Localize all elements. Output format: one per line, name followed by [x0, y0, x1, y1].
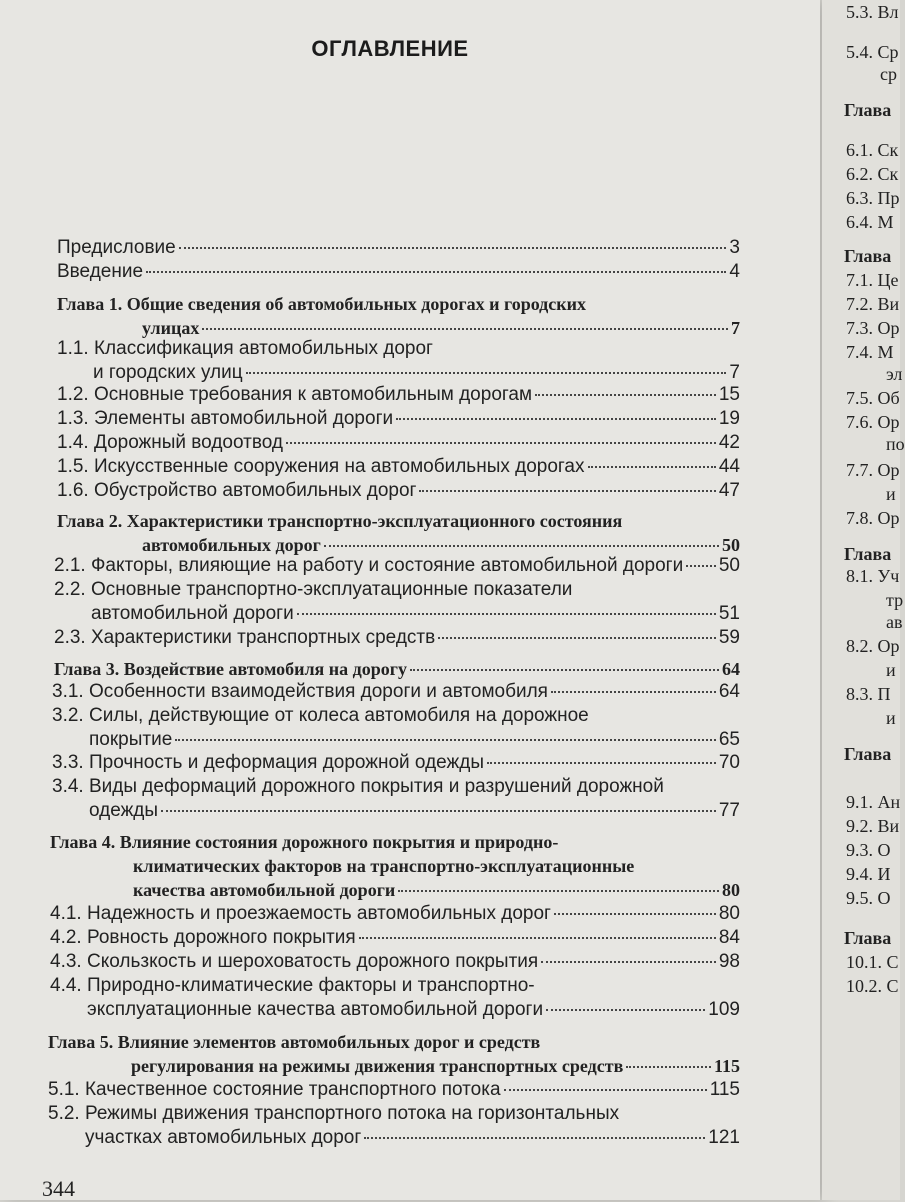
toc-entry-1-3: 1.3. Элементы автомобильной дороги 19 [57, 408, 740, 429]
right-line: 8.3. П [846, 684, 891, 704]
right-line: 8.2. Ор [846, 636, 900, 656]
entry-page: 4 [729, 261, 740, 282]
toc-entry-3-1: 3.1. Особенности взаимодействия дороги и автомобиля 64 [52, 681, 740, 702]
chapter-4-heading-end: качества автомобильной дороги 80 [133, 880, 740, 900]
entry-text: Введение [57, 261, 144, 282]
right-line: и [886, 708, 896, 728]
toc-entry-1-5: 1.5. Искусственные сооружения на автомобильных дорогах 44 [57, 456, 740, 477]
toc-entry-preface [57, 236, 740, 260]
right-line: 6.4. М [846, 212, 894, 232]
toc-entry-5-1: 5.1. Качественное состояние транспортного потока 115 [48, 1079, 740, 1100]
toc-entry-3-4: 3.4. Виды деформаций дорожного покрытия и разрушений дорожной [52, 776, 664, 797]
right-line: ав [886, 612, 903, 632]
right-line: Глава [844, 100, 892, 120]
chapter-2-heading-end: автомобильных дорог 50 [142, 535, 740, 555]
toc-entry-1-1-end: и городских улиц 7 [93, 362, 740, 383]
entry-page: 3 [729, 237, 740, 258]
page-number: 344 [42, 1176, 75, 1201]
entry-text: Предисловие [57, 237, 176, 258]
right-line: 7.5. Об [846, 388, 900, 408]
right-line: Глава [844, 246, 892, 266]
right-line: 10.1. С [846, 952, 899, 972]
right-page [822, 0, 905, 1200]
right-line: 7.2. Ви [846, 294, 900, 314]
toc-entry-5-2-end: участках автомобильных дорог 121 [85, 1127, 740, 1148]
right-line: тр [886, 590, 904, 610]
chapter-1-heading: Глава 1. Общие сведения об автомобильных дорогах и городских [57, 294, 587, 314]
right-line: 7.8. Ор [846, 508, 900, 528]
right-line: 7.3. Ор [846, 318, 900, 338]
right-line: ср [880, 64, 897, 84]
toc-entry-1-2: 1.2. Основные требования к автомобильным дорогам 15 [57, 384, 740, 405]
toc-entry-4-2: 4.2. Ровность дорожного покрытия 84 [50, 927, 740, 948]
toc-entry-introduction [57, 260, 740, 284]
right-line: 10.2. С [846, 976, 899, 996]
right-line: 6.3. Пр [846, 188, 900, 208]
chapter-1-heading-end: улицах 7 [142, 318, 740, 338]
toc-entry-4-1: 4.1. Надежность и проезжаемость автомобильных дорог 80 [50, 903, 740, 924]
right-line: 5.4. Ср [846, 42, 899, 62]
toc-entry-1-6: 1.6. Обустройство автомобильных дорог 47 [57, 480, 740, 501]
chapter-3-heading: Глава 3. Воздействие автомобиля на дорогу 64 [54, 659, 740, 679]
toc-entry-4-3: 4.3. Скользкость и шероховатость дорожного покрытия 98 [50, 951, 740, 972]
right-line: Глава [844, 744, 892, 764]
right-line: 9.2. Ви [846, 816, 900, 836]
toc-entry-3-3: 3.3. Прочность и деформация дорожной одежды 70 [52, 752, 740, 773]
right-line: и [886, 484, 896, 504]
toc-entry-3-2: 3.2. Силы, действующие от колеса автомобиля на дорожное [52, 705, 589, 726]
right-line: 9.3. О [846, 840, 891, 860]
page-title: ОГЛАВЛЕНИЕ [311, 36, 469, 61]
chapter-4-heading: Глава 4. Влияние состояния дорожного покрытия и природно- [50, 832, 559, 852]
toc-entry-4-4: 4.4. Природно-климатические факторы и транспортно- [50, 975, 535, 996]
right-line: 6.2. Ск [846, 164, 899, 184]
right-line: эл [886, 364, 903, 384]
right-line: 9.1. Ан [846, 792, 901, 812]
right-line: Глава [844, 928, 892, 948]
chapter-5-heading-end: регулирования на режимы движения транспортных средств 115 [131, 1056, 740, 1076]
right-line: 7.6. Ор [846, 412, 900, 432]
right-line: 7.1. Це [846, 270, 899, 290]
toc-entry-2-3: 2.3. Характеристики транспортных средств 59 [54, 627, 740, 648]
right-line: и [886, 660, 896, 680]
toc-entry-1-4: 1.4. Дорожный водоотвод 42 [57, 432, 740, 453]
toc-entry-1-1: 1.1. Классификация автомобильных дорог [57, 338, 433, 359]
toc-entry-4-4-end: эксплуатационные качества автомобильной дороги 109 [87, 999, 740, 1020]
toc-entry-3-4-end: одежды 77 [89, 800, 740, 821]
right-line: по [886, 434, 905, 454]
right-line: 9.4. И [846, 864, 891, 884]
right-line: 7.7. Ор [846, 460, 900, 480]
toc-entry-2-2-end: автомобильной дороги 51 [91, 603, 740, 624]
right-line: 5.3. Вл [846, 2, 899, 22]
chapter-2-heading: Глава 2. Характеристики транспортно-эксплуатационного состояния [57, 511, 623, 531]
chapter-5-heading: Глава 5. Влияние элементов автомобильных дорог и средств [48, 1032, 541, 1052]
right-line: Глава [844, 544, 892, 564]
right-line: 6.1. Ск [846, 140, 899, 160]
right-line: 8.1. Уч [846, 566, 900, 586]
chapter-4-heading-line2: климатических факторов на транспортно-эксплуатационные [133, 856, 635, 876]
toc-entry-2-1: 2.1. Факторы, влияющие на работу и состояние автомобильной дороги 50 [54, 555, 740, 576]
right-line: 9.5. О [846, 888, 891, 908]
right-line: 7.4. М [846, 342, 894, 362]
toc-entry-3-2-end: покрытие 65 [89, 729, 740, 750]
toc-entry-2-2: 2.2. Основные транспортно-эксплуатационные показатели [54, 579, 573, 600]
toc-entry-5-2: 5.2. Режимы движения транспортного потока на горизонтальных [48, 1103, 620, 1124]
